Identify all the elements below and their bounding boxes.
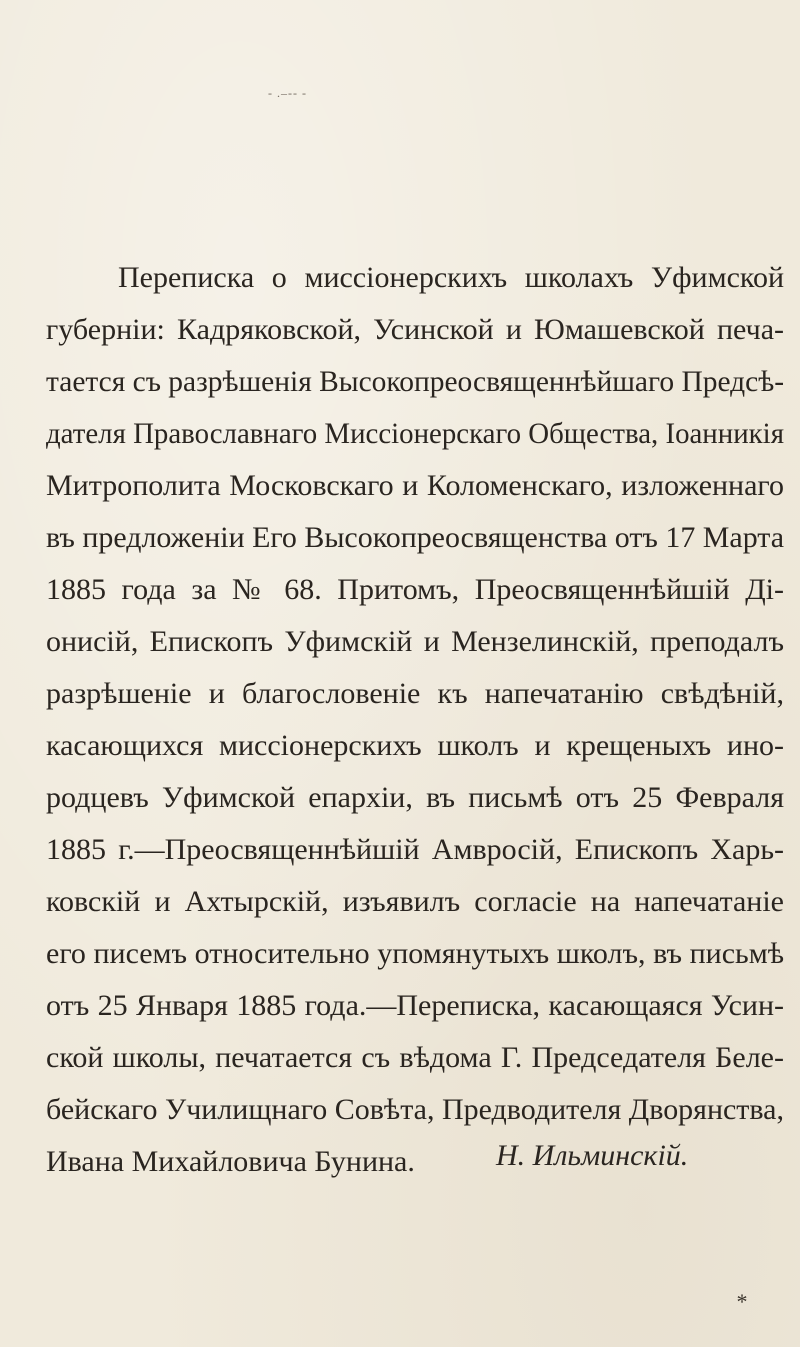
text-line: Ивана Михайловича Бунина.	[46, 1145, 415, 1178]
text-line: губерніи: Кадряковской, Усинской и Юмашевской печа-	[46, 313, 784, 346]
text-line: его писемъ относительно упомянутыхъ школъ, въ письмѣ	[46, 937, 784, 970]
text-line: 1885 г.—Преосвященнѣйшій Амвросій, Епископъ Харь-	[46, 833, 784, 866]
text-line: разрѣшеніе и благословеніе къ напечатанію свѣдѣній,	[46, 677, 784, 710]
text-line: родцевъ Уфимской епархіи, въ письмѣ отъ 25 Февраля	[46, 781, 784, 814]
top-mark: - .–-- -	[268, 86, 307, 100]
text-line: ской школы, печатается съ вѣдома Г. Председателя Беле-	[46, 1041, 784, 1074]
text-line: 1885 года за № 68. Притомъ, Преосвященнѣйшій Ді-	[46, 573, 784, 606]
footer-asterisk: *	[736, 1289, 748, 1314]
text-line: бейскаго Училищнаго Совѣта, Предводителя Дворянства,	[46, 1093, 784, 1126]
text-line: въ предложеніи Его Высокопреосвященства отъ 17 Марта	[46, 521, 785, 554]
body-paragraph	[46, 252, 784, 1188]
text-line: ковскій и Ахтырскій, изъявилъ согласіе на напечатаніе	[46, 885, 784, 918]
text-line: дателя Православнаго Миссіонерскаго Общества, Іоанникія	[46, 417, 784, 450]
text-line: онисій, Епископъ Уфимскій и Мензелинскій, преподалъ	[46, 625, 784, 658]
text-line: Митрополита Московскаго и Коломенскаго, изложеннаго	[46, 469, 784, 502]
text-line: Переписка о миссіонерскихъ школахъ Уфимской	[118, 261, 784, 294]
text-line: касающихся миссіонерскихъ школъ и крещеныхъ ино-	[46, 729, 784, 762]
text-line: тается съ разрѣшенія Высокопреосвященнѣйшаго Предсѣ-	[46, 365, 785, 398]
author-signature: Н. Ильминскій.	[496, 1139, 689, 1172]
text-line: отъ 25 Января 1885 года.—Переписка, касающаяся Усин-	[46, 989, 784, 1022]
